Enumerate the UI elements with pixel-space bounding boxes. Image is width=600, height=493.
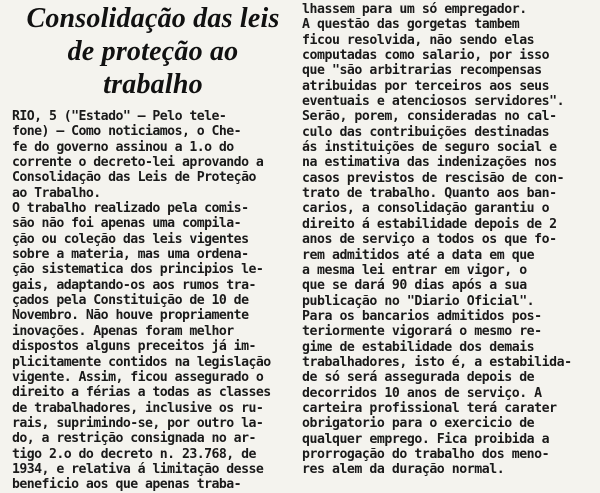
- text-line: carteira profissional terá carater: [302, 400, 557, 416]
- text-line: lhassem para um só empregador.: [302, 2, 527, 17]
- left-column-body: [12, 109, 294, 493]
- headline-line: Consolidação das leis: [26, 3, 280, 34]
- text-line: ás instituições de seguro social e: [302, 140, 557, 156]
- text-line: plicitamente contidos na legislação: [12, 354, 271, 370]
- text-line: direito á estabilidade depois de 2: [302, 216, 557, 232]
- text-line: atribuidas por terceiros aos seus: [302, 78, 550, 94]
- left-column: [12, 2, 294, 493]
- text-line: ção ou coleção das leis vigentes: [12, 231, 249, 247]
- text-line: beneficio aos que apenas traba-: [12, 477, 242, 493]
- text-line: de só será assegurada depois de: [302, 370, 535, 386]
- text-line: Consolidação das Leis de Proteção: [12, 170, 256, 186]
- text-line: ção sistematica dos principios le-: [12, 262, 264, 278]
- text-line: dispostos alguns preceitos já im-: [12, 339, 256, 355]
- text-line: trato de trabalho. Quanto aos ban-: [302, 186, 557, 202]
- text-line: gais, adaptando-os aos rumos tra-: [12, 277, 256, 293]
- text-line: carios, a consolidação garantiu o: [302, 201, 550, 217]
- text-line: inovações. Apenas foram melhor: [12, 323, 234, 339]
- text-line: culo das contribuições destinadas: [302, 124, 550, 140]
- text-line: O trabalho realizado pela comis-: [12, 201, 249, 217]
- text-line: A questão das gorgetas tambem: [302, 17, 520, 33]
- text-line: qualquer emprego. Fica proibida a: [302, 431, 550, 447]
- text-line: que se dará 90 dias após a sua: [302, 278, 527, 294]
- text-line: Novembro. Não houve propriamente: [12, 308, 249, 324]
- article-headline: [12, 2, 294, 101]
- text-line: rem admitidos até a data em que: [302, 247, 535, 263]
- text-line: anos de serviço a todos os que fo-: [302, 232, 557, 248]
- text-line: fone) — Como noticiamos, o Che-: [12, 124, 242, 140]
- text-line: prorrogação do trabalho dos meno-: [302, 446, 550, 462]
- text-line: res alem da duração normal.: [302, 462, 505, 478]
- text-line: ficou resolvida, não sendo elas: [302, 32, 535, 48]
- headline-line: de proteção ao: [67, 36, 239, 67]
- text-line: obrigatorio para o exercicio de: [302, 416, 535, 432]
- text-line: Para os bancarios admitidos pos-: [302, 308, 542, 324]
- text-line: a mesma lei entrar em vigor, o: [302, 262, 527, 278]
- right-column: [302, 2, 590, 478]
- text-line: que "são arbitrarias recompensas: [302, 63, 542, 79]
- text-line: decorridos 10 anos de serviço. A: [302, 385, 542, 401]
- text-line: sobre a materia, mas uma ordena-: [12, 247, 249, 263]
- text-line: Serão, porem, consideradas no cal-: [302, 109, 557, 125]
- text-line: de trabalhadores, inclusive os ru-: [12, 400, 264, 416]
- text-line: casos previstos de rescisão de con-: [302, 170, 565, 186]
- text-line: publicação no "Diario Oficial".: [302, 293, 535, 309]
- text-line: na estimativa das indenizações nos: [302, 155, 557, 171]
- text-line: são não foi apenas uma compila-: [12, 216, 242, 232]
- text-line: fe do governo assinou a 1.o do: [12, 139, 234, 155]
- text-line: gime de estabilidade dos demais: [302, 339, 535, 355]
- text-line: 1934, e relativa á limitação desse: [12, 461, 264, 477]
- text-line: eventuais e atenciosos servidores".: [302, 94, 565, 110]
- text-line: direito a férias a todas as classes: [12, 385, 271, 401]
- headline-line: trabalho: [103, 69, 203, 100]
- text-line: ao Trabalho.: [12, 185, 101, 201]
- text-line: rais, suprimindo-se, por outro la-: [12, 415, 264, 431]
- text-line: tigo 2.o do decreto n. 23.768, de: [12, 446, 256, 462]
- text-line: computadas como salario, por isso: [302, 48, 550, 64]
- text-line: do, a restrição consignada no ar-: [12, 431, 256, 447]
- text-line: corrente o decreto-lei aprovando a: [12, 155, 264, 171]
- text-line: teriormente vigorará o mesmo re-: [302, 324, 542, 340]
- text-line: RIO, 5 ("Estado" — Pelo tele-: [12, 109, 227, 124]
- text-line: trabalhadores, isto é, a estabilida-: [302, 354, 572, 370]
- text-line: çados pela Constituição de 10 de: [12, 293, 249, 309]
- text-line: vigente. Assim, ficou assegurado o: [12, 369, 264, 385]
